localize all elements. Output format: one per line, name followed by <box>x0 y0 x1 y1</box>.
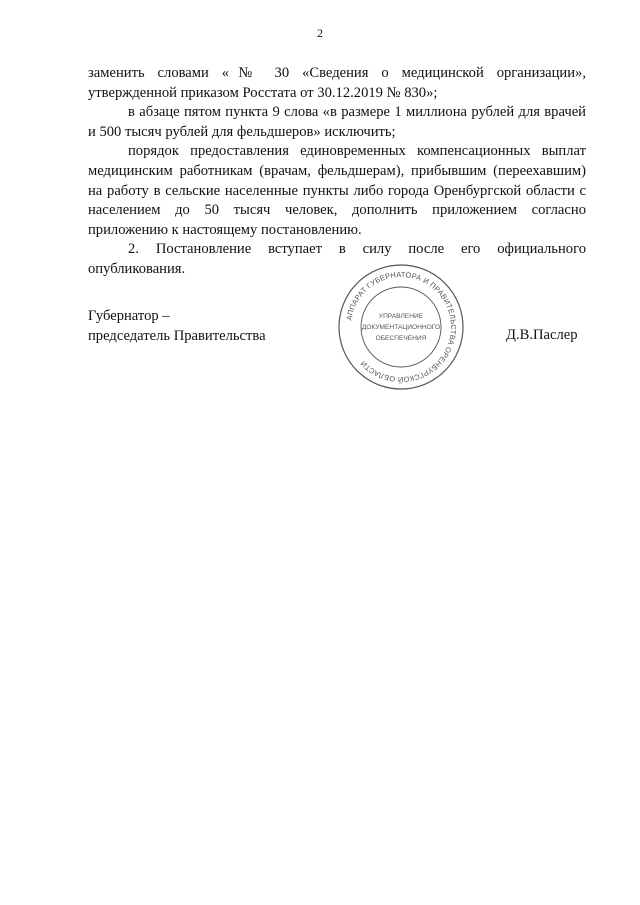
paragraph-4: 2. Постановление вступает в силу после его официального опубликования. <box>88 241 586 277</box>
stamp-center-line-2: ДОКУМЕНТАЦИОННОГО <box>361 324 441 331</box>
signatory-name: Д.В.Паслер <box>506 327 578 343</box>
signatory-position-line-2: председатель Правительства <box>88 327 266 344</box>
official-stamp <box>336 262 466 392</box>
stamp-ring-text: АППАРАТ ГУБЕРНАТОРА И ПРАВИТЕЛЬСТВА ОРЕНБУРГСКОЙ ОБЛАСТИ <box>344 269 459 385</box>
signatory-position-line-1: Губернатор – <box>88 308 170 324</box>
stamp-center-line-3: ОБЕСПЕЧЕНИЯ <box>375 335 427 342</box>
paragraph-2: в абзаце пятом пункта 9 слова «в размере 1 миллиона рублей для врачей и 500 тысяч рублей для фельдшеров» исключить; <box>88 104 586 140</box>
stamp-center-line-1: УПРАВЛЕНИЕ <box>378 313 424 320</box>
paragraph-3: порядок предоставления единовременных компенсационных выплат медицинским работникам (врачам, фельдшерам), прибывшим (переехавшим) на работу в сельские населенные пункты либо города Оренбургской области с населением до 50 тысяч человек, дополнить приложением согласно приложению к настоящему постановлению. <box>88 143 586 238</box>
document-body <box>88 64 586 280</box>
signatory-position <box>88 307 266 346</box>
page-number: 2 <box>317 26 323 40</box>
paragraph-1: заменить словами «№ 30 «Сведения о медицинской организации», утвержденной приказом Росстата от 30.12.2019 № 830»; <box>88 65 586 101</box>
